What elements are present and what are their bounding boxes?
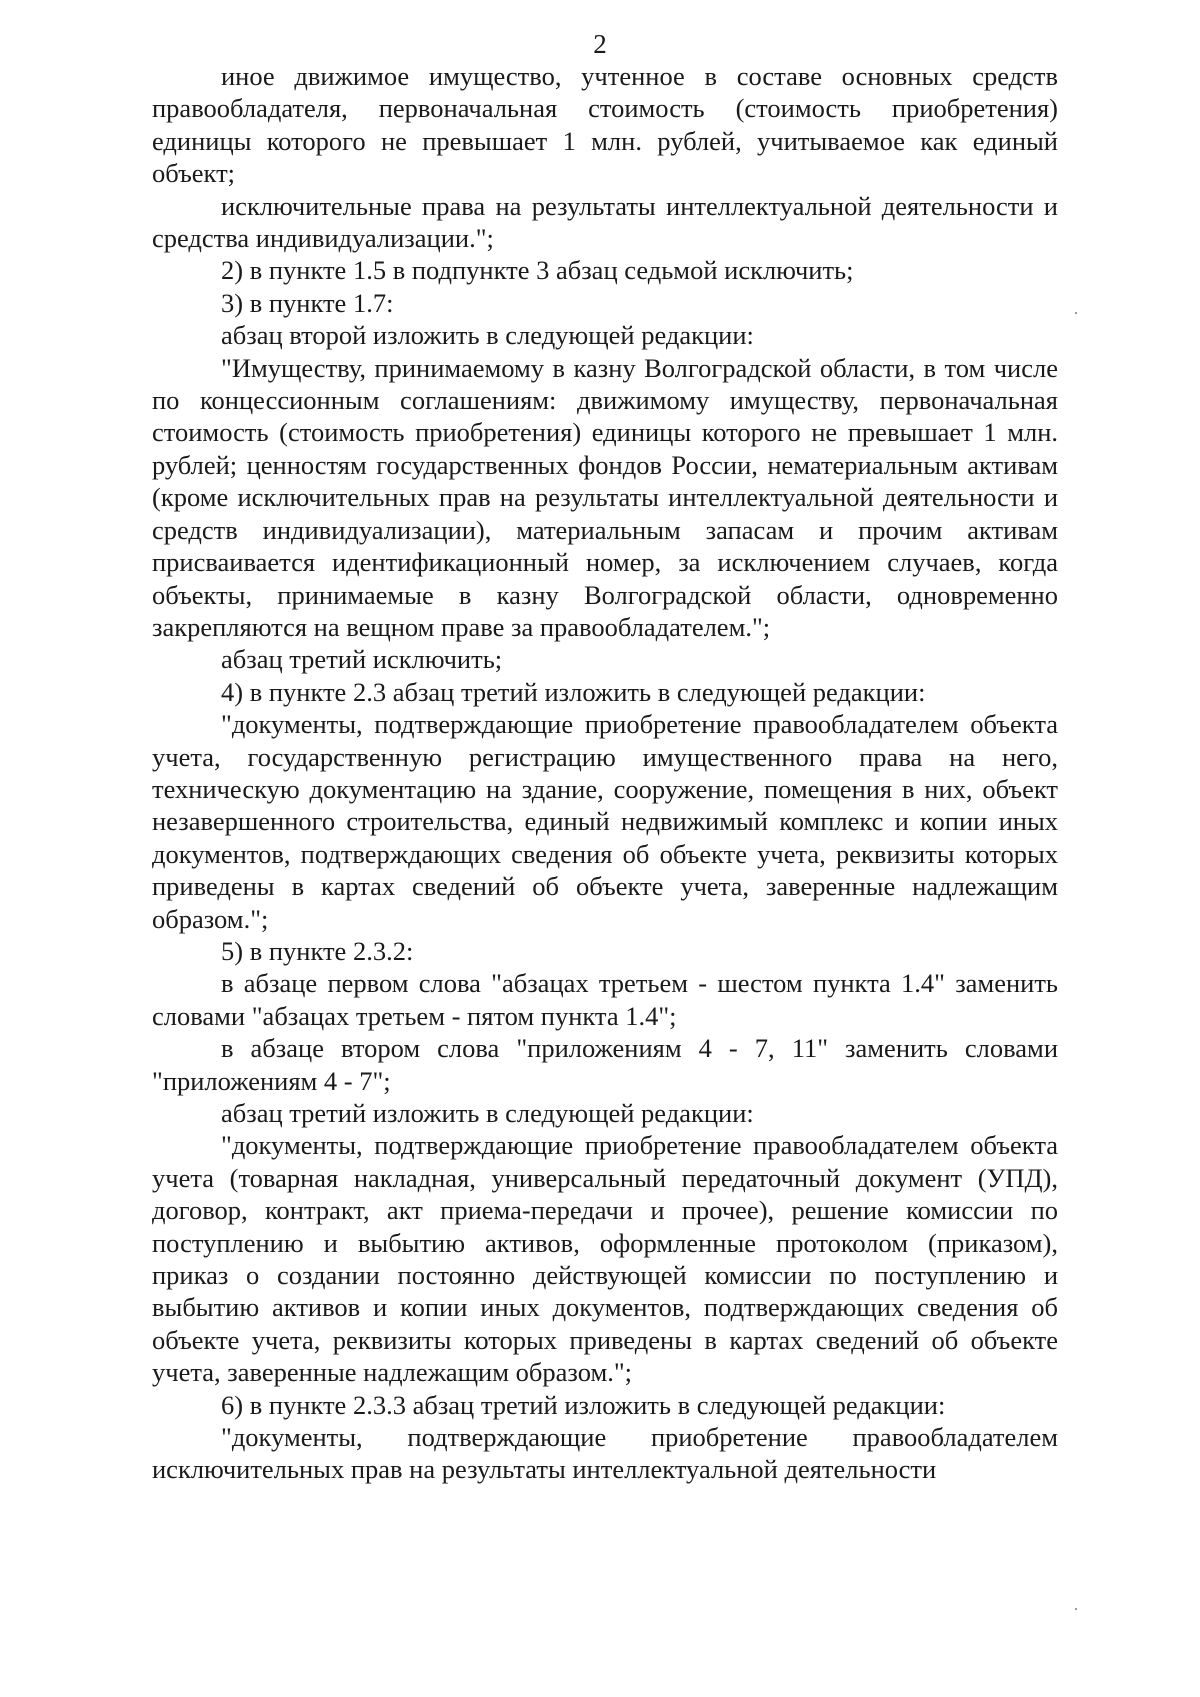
document-body (152, 60, 1058, 1486)
paragraph: "документы, подтверждающие приобретение правообладателем объекта учета, государственную регистрацию имущественного права на него, техническую документацию на здание, сооружение, помещения в них, объект незавершенного строительства, единый недвижимый комплекс и копии иных документов, подтверждающих сведения об объекте учета, реквизиты которых приведены в картах сведений об объекте учета, заверенные надлежащим образом."; (152, 709, 1058, 934)
paragraph: абзац третий исключить; (221, 644, 503, 675)
paragraph: "документы, подтверждающие приобретение правообладателем исключительных прав на результаты интеллектуальной деятельности (152, 1422, 1058, 1485)
paragraph: 6) в пункте 2.3.3 абзац третий изложить в следующей редакции: (221, 1389, 946, 1420)
paragraph: абзац второй изложить в следующей редакции: (221, 320, 754, 351)
paragraph: иное движимое имущество, учтенное в составе основных средств правообладателя, первоначальная стоимость (стоимость приобретения) единицы которого не превышает 1 млн. рублей, учитываемое как единый объект; (152, 61, 1058, 189)
paragraph: 5) в пункте 2.3.2: (221, 935, 414, 966)
scan-speck (1075, 1608, 1077, 1610)
page-number: 2 (593, 29, 607, 59)
scan-speck (1075, 312, 1077, 314)
paragraph: в абзаце первом слова "абзацах третьем - шестом пункта 1.4" заменить словами "абзацах третьем - пятом пункта 1.4"; (152, 968, 1058, 1031)
paragraph: исключительные права на результаты интеллектуальной деятельности и средства индивидуализации."; (152, 190, 1058, 254)
paragraph: "Имуществу, принимаемому в казну Волгоградской области, в том числе по концессионным соглашениям: движимому имуществу, первоначальная стоимость (стоимость приобретения) единицы которого не превышает 1 млн. рублей; ценностям государственных фондов России, нематериальным активам (кроме исключительных прав на результаты интеллектуальной деятельности и средств индивидуализации), материальным запасам и прочим активам присваивается идентификационный номер, за исключением случаев, когда объекты, принимаемые в казну Волгоградской области, одновременно закрепляются на вещном праве за правообладателем."; (152, 352, 1058, 642)
paragraph: в абзаце втором слова "приложениям 4 - 7, 11" заменить словами "приложениям 4 - 7"; (152, 1033, 1058, 1096)
paragraph: 3) в пункте 1.7: (221, 287, 394, 318)
paragraph: 4) в пункте 2.3 абзац третий изложить в следующей редакции: (221, 676, 926, 707)
paragraph: "документы, подтверждающие приобретение правообладателем объекта учета (товарная накладная, универсальный передаточный документ (УПД), договор, контракт, акт приема-передачи и прочее), решение комиссии по поступлению и выбытию активов, оформленные протоколом (приказом), приказ о создании постоянно действующей комиссии по поступлению и выбытию активов и копии иных документов, подтверждающих сведения об объекте учета, реквизиты которых приведены в картах сведений об объекте учета, заверенные надлежащим образом."; (152, 1130, 1058, 1388)
paragraph: абзац третий изложить в следующей редакции: (221, 1098, 754, 1128)
paragraph: 2) в пункте 1.5 в подпункте 3 абзац седьмой исключить; (221, 255, 854, 286)
